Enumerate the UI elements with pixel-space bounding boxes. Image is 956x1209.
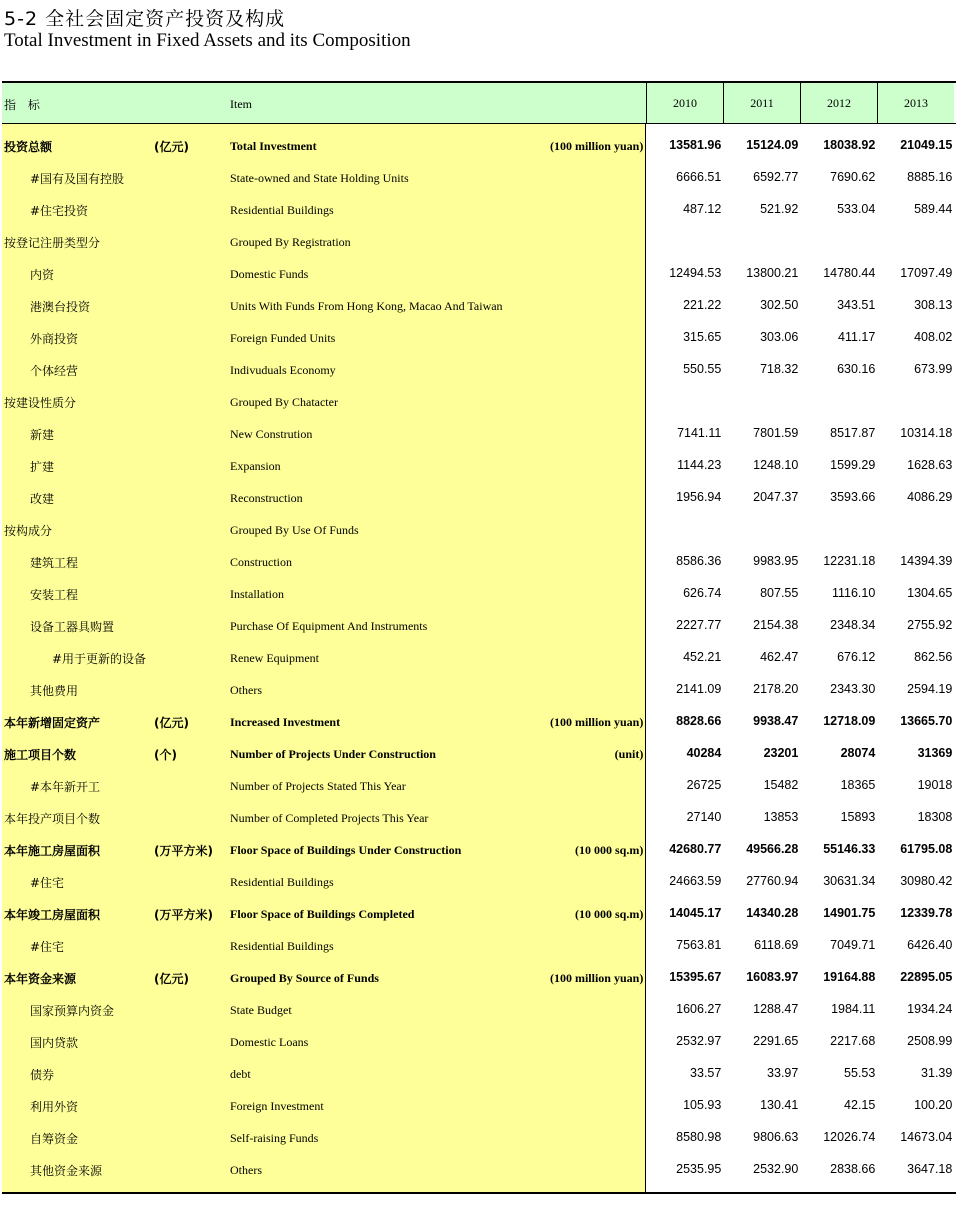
value-cell: 14045.17 — [669, 906, 722, 920]
value-cell: 1934.24 — [907, 1002, 953, 1016]
value-cell: 221.22 — [683, 298, 722, 312]
value-row — [646, 674, 956, 706]
value-cell: 15482 — [763, 778, 799, 792]
value-cell — [877, 386, 954, 418]
value-row — [646, 834, 956, 866]
row-label-zh: 债券 — [30, 1068, 55, 1082]
value-row — [646, 738, 956, 770]
value-cell: 12718.09 — [823, 714, 876, 728]
value-cell: 12339.78 — [900, 906, 953, 920]
value-row — [646, 1026, 956, 1058]
value-cell: 18308 — [917, 810, 953, 824]
row-label-zh: #用于更新的设备 — [52, 652, 147, 666]
value-cell: 408.02 — [914, 330, 953, 344]
value-cell: 30631.34 — [823, 874, 876, 888]
value-cell: 1248.10 — [753, 458, 799, 472]
value-cell: 27140 — [686, 810, 722, 824]
row-label-en: Floor Space of Buildings Under Construction — [230, 843, 462, 857]
row-label-zh: 投资总额 — [4, 140, 53, 154]
header-year-2013: 2013 — [878, 83, 954, 123]
value-cell: 40284 — [686, 746, 722, 760]
row-label-en: State Budget — [230, 1003, 292, 1017]
row-unit-en: (10 000 sq.m) — [574, 843, 644, 857]
row-unit-en: (100 million yuan) — [549, 971, 644, 985]
value-cell: 9806.63 — [753, 1130, 799, 1144]
row-label-zh: 扩建 — [30, 460, 55, 474]
table-row — [2, 1090, 645, 1122]
label-column — [2, 124, 646, 1192]
table-row — [2, 1122, 645, 1154]
table-row — [2, 866, 645, 898]
value-cell: 2047.37 — [753, 490, 799, 504]
row-label-en: Installation — [230, 587, 284, 601]
row-unit-zh: (个) — [154, 748, 177, 762]
value-row — [646, 322, 956, 354]
row-label-en: Domestic Funds — [230, 267, 309, 281]
value-cell: 3593.66 — [830, 490, 876, 504]
value-cell: 26725 — [686, 778, 722, 792]
value-row — [646, 706, 956, 738]
row-label-zh: #住宅投资 — [30, 204, 89, 218]
row-label-zh: 国内贷款 — [30, 1036, 79, 1050]
value-cell: 6118.69 — [754, 938, 799, 952]
value-row — [646, 1122, 956, 1154]
table-row — [2, 738, 645, 770]
value-cell: 589.44 — [914, 202, 953, 216]
value-cell: 2227.77 — [676, 618, 722, 632]
data-table — [2, 81, 956, 1194]
value-row — [646, 578, 956, 610]
value-cell: 17097.49 — [900, 266, 953, 280]
value-row — [646, 514, 956, 546]
value-cell: 49566.28 — [746, 842, 799, 856]
row-unit-zh: (亿元) — [154, 972, 189, 986]
row-label-zh: 外商投资 — [30, 332, 79, 346]
value-cell: 22895.05 — [900, 970, 953, 984]
row-label-zh: 其他费用 — [30, 684, 79, 698]
table-row — [2, 354, 645, 386]
value-cell: 61795.08 — [900, 842, 953, 856]
value-cell: 18365 — [840, 778, 876, 792]
value-cell: 2348.34 — [830, 618, 876, 632]
value-cell: 2141.09 — [676, 682, 722, 696]
table-row — [2, 386, 645, 418]
row-label-en: Domestic Loans — [230, 1035, 309, 1049]
row-label-en: debt — [230, 1067, 251, 1081]
row-label-en: Indivuduals Economy — [230, 363, 336, 377]
value-cell — [800, 514, 877, 546]
row-unit-en: (unit) — [614, 747, 644, 761]
row-unit-en: (100 million yuan) — [549, 139, 644, 153]
row-label-zh: 本年施工房屋面积 — [4, 844, 101, 858]
table-header — [2, 83, 956, 124]
value-cell: 8885.16 — [907, 170, 953, 184]
value-row — [646, 386, 956, 418]
value-cell: 31369 — [917, 746, 953, 760]
row-label-zh: 施工项目个数 — [4, 748, 77, 762]
value-cell: 13665.70 — [900, 714, 953, 728]
value-row — [646, 1090, 956, 1122]
table-row — [2, 610, 645, 642]
table-row — [2, 706, 645, 738]
row-label-en: Renew Equipment — [230, 651, 319, 665]
row-label-zh: 本年竣工房屋面积 — [4, 908, 101, 922]
table-row — [2, 674, 645, 706]
row-label-en: Number of Projects Stated This Year — [230, 779, 406, 793]
table-body — [2, 124, 956, 1192]
value-cell: 1144.23 — [677, 458, 722, 472]
row-unit-zh: (亿元) — [154, 140, 189, 154]
table-title-en: Total Investment in Fixed Assets and its Composition — [4, 30, 411, 51]
row-label-en: Units With Funds From Hong Kong, Macao And Taiwan — [230, 299, 503, 313]
value-cell: 9938.47 — [753, 714, 799, 728]
value-cell: 2838.66 — [830, 1162, 876, 1176]
value-cell: 862.56 — [914, 650, 953, 664]
value-cell: 14673.04 — [900, 1130, 953, 1144]
value-row — [646, 162, 956, 194]
value-cell: 308.13 — [914, 298, 953, 312]
value-cell: 2755.92 — [907, 618, 953, 632]
row-label-zh: 本年投产项目个数 — [4, 812, 101, 826]
row-label-en: Number of Projects Under Construction — [230, 747, 436, 761]
value-cell: 55.53 — [844, 1066, 876, 1080]
table-row — [2, 1154, 645, 1186]
value-cell: 6426.40 — [907, 938, 953, 952]
table-row — [2, 418, 645, 450]
value-cell: 30980.42 — [900, 874, 953, 888]
row-label-en: Construction — [230, 555, 292, 569]
value-cell: 315.65 — [683, 330, 722, 344]
row-label-en: Others — [230, 1163, 262, 1177]
row-label-zh: 本年新增固定资产 — [4, 716, 101, 730]
table-row — [2, 578, 645, 610]
table-title-zh: 5-2 全社会固定资产投资及构成 — [4, 8, 286, 30]
value-cell: 302.50 — [760, 298, 799, 312]
value-cell — [723, 226, 800, 258]
value-cell — [800, 226, 877, 258]
row-unit-en: (100 million yuan) — [549, 715, 644, 729]
row-label-en: Grouped By Source of Funds — [230, 971, 379, 985]
header-indicator-zh: 指 标 — [4, 98, 44, 112]
value-cell: 33.97 — [767, 1066, 799, 1080]
value-cell: 1599.29 — [830, 458, 876, 472]
value-cell: 487.12 — [683, 202, 722, 216]
value-cell: 343.51 — [837, 298, 876, 312]
value-row — [646, 642, 956, 674]
value-row — [646, 770, 956, 802]
value-row — [646, 1154, 956, 1186]
row-label-zh: #住宅 — [30, 876, 65, 890]
value-row — [646, 994, 956, 1026]
value-row — [646, 226, 956, 258]
table-row — [2, 962, 645, 994]
row-label-zh: 设备工器具购置 — [30, 620, 115, 634]
value-cell: 15124.09 — [746, 138, 799, 152]
value-cell: 2532.90 — [753, 1162, 799, 1176]
value-cell: 12231.18 — [823, 554, 876, 568]
row-unit-zh: (万平方米) — [154, 844, 213, 858]
value-cell — [723, 386, 800, 418]
value-cell: 807.55 — [760, 586, 799, 600]
value-cell: 550.55 — [683, 362, 722, 376]
header-year-2011: 2011 — [724, 83, 801, 123]
value-cell: 24663.59 — [669, 874, 722, 888]
row-label-zh: #住宅 — [30, 940, 65, 954]
row-label-en: Total Investment — [230, 139, 317, 153]
value-cell: 533.04 — [837, 202, 876, 216]
table-row — [2, 194, 645, 226]
row-label-en: Residential Buildings — [230, 203, 334, 217]
value-cell: 7049.71 — [830, 938, 876, 952]
row-label-en: Number of Completed Projects This Year — [230, 811, 429, 825]
value-cell: 676.12 — [837, 650, 876, 664]
table-row — [2, 258, 645, 290]
value-cell: 1984.11 — [831, 1002, 876, 1016]
value-cell: 8828.66 — [676, 714, 722, 728]
table-row — [2, 514, 645, 546]
value-cell: 1606.27 — [676, 1002, 722, 1016]
table-row — [2, 322, 645, 354]
row-label-zh: #国有及国有控股 — [30, 172, 125, 186]
value-cell: 14394.39 — [900, 554, 953, 568]
value-row — [646, 866, 956, 898]
row-unit-zh: (万平方米) — [154, 908, 213, 922]
value-cell: 12494.53 — [669, 266, 722, 280]
value-cell: 2594.19 — [907, 682, 953, 696]
value-row — [646, 290, 956, 322]
value-row — [646, 898, 956, 930]
value-cell — [646, 514, 723, 546]
value-cell: 3647.18 — [907, 1162, 953, 1176]
value-row — [646, 482, 956, 514]
value-cell: 6592.77 — [753, 170, 799, 184]
value-cell: 130.41 — [760, 1098, 799, 1112]
value-cell — [877, 514, 954, 546]
table-row — [2, 930, 645, 962]
value-cell: 19018 — [917, 778, 953, 792]
value-cell: 521.92 — [760, 202, 799, 216]
value-cell — [723, 514, 800, 546]
value-row — [646, 354, 956, 386]
table-row — [2, 1058, 645, 1090]
value-cell: 1956.94 — [676, 490, 722, 504]
value-cell: 718.32 — [760, 362, 799, 376]
value-row — [646, 1058, 956, 1090]
row-unit-zh: (亿元) — [154, 716, 189, 730]
value-cell: 13800.21 — [746, 266, 799, 280]
row-label-en: Grouped By Registration — [230, 235, 351, 249]
header-item-en: Item — [230, 97, 252, 111]
row-label-zh: 其他资金来源 — [30, 1164, 103, 1178]
row-label-zh: 新建 — [30, 428, 55, 442]
value-cell: 42.15 — [844, 1098, 876, 1112]
value-cell: 1304.65 — [907, 586, 953, 600]
value-cell: 2343.30 — [830, 682, 876, 696]
row-label-en: Foreign Investment — [230, 1099, 324, 1113]
value-cell: 16083.97 — [746, 970, 799, 984]
row-label-en: Reconstruction — [230, 491, 303, 505]
value-cell: 7563.81 — [676, 938, 722, 952]
value-row — [646, 194, 956, 226]
value-cell: 12026.74 — [823, 1130, 876, 1144]
value-cell: 1288.47 — [753, 1002, 799, 1016]
value-cell: 13581.96 — [669, 138, 722, 152]
value-cell: 673.99 — [914, 362, 953, 376]
table-row — [2, 546, 645, 578]
table-row — [2, 802, 645, 834]
table-row — [2, 834, 645, 866]
value-cell: 15395.67 — [669, 970, 722, 984]
value-cell: 42680.77 — [669, 842, 722, 856]
value-cell: 8580.98 — [676, 1130, 722, 1144]
row-label-en: New Constrution — [230, 427, 313, 441]
value-cell — [877, 226, 954, 258]
value-row — [646, 962, 956, 994]
value-cell: 105.93 — [683, 1098, 722, 1112]
row-label-en: Others — [230, 683, 262, 697]
row-label-en: Residential Buildings — [230, 939, 334, 953]
row-label-zh: 安装工程 — [30, 588, 79, 602]
header-year-2012: 2012 — [801, 83, 878, 123]
value-cell — [646, 386, 723, 418]
value-cell: 33.57 — [690, 1066, 722, 1080]
row-label-zh: 国家预算内资金 — [30, 1004, 115, 1018]
value-cell: 14780.44 — [823, 266, 876, 280]
value-cell: 2532.97 — [676, 1034, 722, 1048]
row-label-zh: 个体经营 — [30, 364, 79, 378]
table-row — [2, 226, 645, 258]
value-cell: 100.20 — [914, 1098, 953, 1112]
value-cell: 14901.75 — [823, 906, 876, 920]
value-row — [646, 258, 956, 290]
table-row — [2, 642, 645, 674]
row-label-en: Increased Investment — [230, 715, 341, 729]
value-row — [646, 450, 956, 482]
value-cell: 19164.88 — [823, 970, 876, 984]
table-row — [2, 130, 645, 162]
value-cell: 10314.18 — [900, 426, 953, 440]
row-label-zh: 本年资金来源 — [4, 972, 77, 986]
table-row — [2, 450, 645, 482]
value-cell: 6666.51 — [676, 170, 722, 184]
value-row — [646, 610, 956, 642]
value-cell: 8586.36 — [676, 554, 722, 568]
row-label-zh: 按建设性质分 — [4, 396, 77, 410]
value-cell: 31.39 — [921, 1066, 953, 1080]
row-label-zh: 自筹资金 — [30, 1132, 79, 1146]
row-label-en: Foreign Funded Units — [230, 331, 336, 345]
value-cell: 13853 — [763, 810, 799, 824]
row-label-en: Floor Space of Buildings Completed — [230, 907, 415, 921]
value-cell: 23201 — [763, 746, 799, 760]
value-cell: 1628.63 — [907, 458, 953, 472]
row-label-en: Residential Buildings — [230, 875, 334, 889]
value-cell: 7690.62 — [830, 170, 876, 184]
value-cell: 21049.15 — [900, 138, 953, 152]
value-cell: 7141.11 — [677, 426, 722, 440]
row-label-en: Grouped By Use Of Funds — [230, 523, 359, 537]
value-cell: 452.21 — [683, 650, 722, 664]
header-year-2010: 2010 — [647, 83, 724, 123]
value-cell: 2291.65 — [753, 1034, 799, 1048]
header-label-cell — [2, 83, 647, 123]
value-row — [646, 930, 956, 962]
value-cell: 8517.87 — [830, 426, 876, 440]
row-label-en: Self-raising Funds — [230, 1131, 319, 1145]
value-row — [646, 802, 956, 834]
value-cell: 27760.94 — [746, 874, 799, 888]
value-cell: 28074 — [840, 746, 876, 760]
row-label-zh: 按构成分 — [4, 524, 53, 538]
table-row — [2, 482, 645, 514]
row-label-zh: 港澳台投资 — [30, 300, 91, 314]
row-label-zh: #本年新开工 — [30, 780, 101, 794]
row-label-zh: 按登记注册类型分 — [4, 236, 101, 250]
value-cell: 55146.33 — [823, 842, 876, 856]
row-label-zh: 利用外资 — [30, 1100, 79, 1114]
value-cell: 303.06 — [760, 330, 799, 344]
row-label-en: Purchase Of Equipment And Instruments — [230, 619, 428, 633]
value-cell: 2217.68 — [830, 1034, 876, 1048]
value-cell: 2154.38 — [753, 618, 799, 632]
value-cell: 4086.29 — [907, 490, 953, 504]
table-row — [2, 290, 645, 322]
value-cell: 9983.95 — [753, 554, 799, 568]
row-label-en: Expansion — [230, 459, 281, 473]
value-row — [646, 546, 956, 578]
value-cell: 626.74 — [683, 586, 722, 600]
value-cell: 1116.10 — [831, 586, 876, 600]
value-cell — [800, 386, 877, 418]
row-label-en: State-owned and State Holding Units — [230, 171, 409, 185]
table-row — [2, 1026, 645, 1058]
table-row — [2, 162, 645, 194]
row-label-en: Grouped By Chatacter — [230, 395, 338, 409]
value-cell: 2535.95 — [676, 1162, 722, 1176]
value-cell: 2178.20 — [753, 682, 799, 696]
value-cell: 15893 — [840, 810, 876, 824]
value-row — [646, 130, 956, 162]
value-cell — [646, 226, 723, 258]
row-label-zh: 建筑工程 — [30, 556, 79, 570]
value-cell: 14340.28 — [746, 906, 799, 920]
value-cell: 462.47 — [760, 650, 799, 664]
value-columns — [646, 124, 956, 1192]
row-label-zh: 内资 — [30, 268, 55, 282]
table-row — [2, 994, 645, 1026]
row-label-zh: 改建 — [30, 492, 55, 506]
table-row — [2, 770, 645, 802]
value-cell: 630.16 — [837, 362, 876, 376]
table-row — [2, 898, 645, 930]
value-cell: 411.17 — [838, 330, 876, 344]
value-cell: 7801.59 — [753, 426, 799, 440]
value-cell: 18038.92 — [823, 138, 876, 152]
row-unit-en: (10 000 sq.m) — [574, 907, 644, 921]
value-row — [646, 418, 956, 450]
value-cell: 2508.99 — [907, 1034, 953, 1048]
